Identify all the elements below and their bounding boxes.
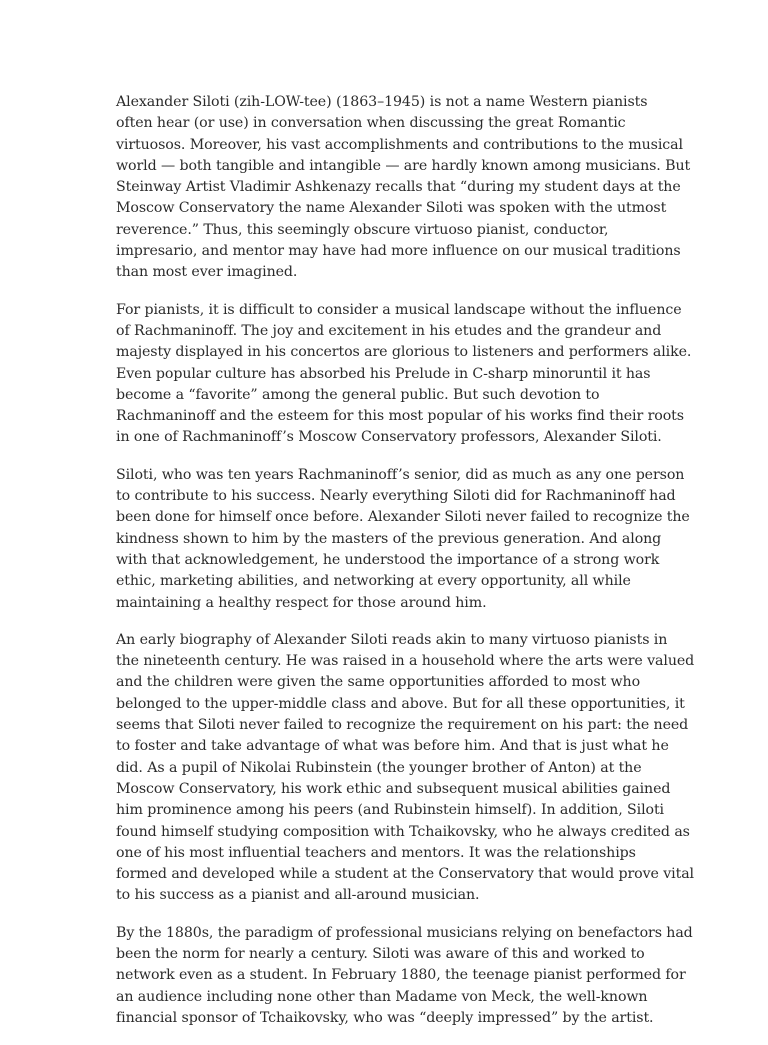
- text-line: with that acknowledgement, he understood the importance of a strong work: [116, 551, 660, 568]
- text-line: did. As a pupil of Nikolai Rubinstein (the younger brother of Anton) at the: [116, 759, 642, 776]
- text-line: been done for himself once before. Alexander Siloti never failed to recognize the: [116, 509, 690, 526]
- paragraph-2: [116, 300, 692, 449]
- text-line: financial sponsor of Tchaikovsky, who was “deeply impressed” by the artist.: [116, 1009, 654, 1026]
- text-line: Rachmaninoff and the esteem for this most popular of his works find their roots: [116, 408, 684, 425]
- paragraph-4: [116, 630, 695, 907]
- text-line: and the children were given the same opportunities afforded to most who: [116, 674, 641, 691]
- text-line: Siloti, who was ten years Rachmaninoff’s senior, did as much as any one person: [116, 466, 685, 483]
- text-line: often hear (or use) in conversation when discussing the great Romantic: [116, 115, 626, 132]
- text-line: impresario, and mentor may have had more influence on our musical traditions: [116, 243, 681, 260]
- text-line: kindness shown to him by the masters of the previous generation. And along: [116, 530, 662, 547]
- text-line: belonged to the upper-middle class and above. But for all these opportunities, it: [116, 695, 685, 712]
- text-line: than most ever imagined.: [116, 264, 298, 281]
- paragraph-5: [116, 923, 693, 1029]
- paragraph-1: [116, 92, 691, 284]
- text-line: Even popular culture has absorbed his Prelude in C-sharp minoruntil it has: [116, 365, 651, 382]
- text-line: to his success as a pianist and all-around musician.: [116, 887, 480, 904]
- text-line: An early biography of Alexander Siloti reads akin to many virtuoso pianists in: [116, 631, 668, 648]
- text-line: For pianists, it is difficult to consider a musical landscape without the influence: [116, 301, 682, 318]
- text-line: to foster and take advantage of what was before him. And that is just what he: [116, 738, 669, 755]
- text-line: reverence.” Thus, this seemingly obscure virtuoso pianist, conductor,: [116, 221, 609, 238]
- text-line: the nineteenth century. He was raised in a household where the arts were valued: [116, 653, 695, 670]
- text-line: world — both tangible and intangible — are hardly known among musicians. But: [116, 157, 691, 174]
- text-line: Moscow Conservatory the name Alexander Siloti was spoken with the utmost: [116, 200, 667, 217]
- text-line: one of his most influential teachers and mentors. It was the relationships: [116, 844, 636, 861]
- text-line: found himself studying composition with Tchaikovsky, who he always credited as: [116, 823, 690, 840]
- paragraph-3: [116, 465, 690, 614]
- text-line: Moscow Conservatory, his work ethic and subsequent musical abilities gained: [116, 780, 671, 797]
- text-line: virtuosos. Moreover, his vast accomplishments and contributions to the musical: [116, 136, 683, 153]
- text-line: ethic, marketing abilities, and networking at every opportunity, all while: [116, 573, 631, 590]
- text-line: formed and developed while a student at the Conservatory that would prove vital: [116, 866, 694, 883]
- text-line: in one of Rachmaninoff’s Moscow Conservatory professors, Alexander Siloti.: [116, 429, 662, 446]
- text-line: been the norm for nearly a century. Siloti was aware of this and worked to: [116, 945, 645, 962]
- text-line: of Rachmaninoff. The joy and excitement in his etudes and the grandeur and: [116, 322, 662, 339]
- text-line: By the 1880s, the paradigm of professional musicians relying on benefactors had: [116, 924, 693, 941]
- text-line: become a “favorite” among the general public. But such devotion to: [116, 386, 600, 403]
- text-line: to contribute to his success. Nearly everything Siloti did for Rachmaninoff had: [116, 488, 676, 505]
- text-line: majesty displayed in his concertos are glorious to listeners and performers alike.: [116, 344, 692, 361]
- text-line: Alexander Siloti (zih-LOW-tee) (1863–1945) is not a name Western pianists: [116, 94, 648, 110]
- text-line: maintaining a healthy respect for those around him.: [116, 594, 487, 611]
- text-line: seems that Siloti never failed to recognize the requirement on his part: the need: [116, 717, 689, 734]
- document-body: [116, 92, 695, 1045]
- text-line: Steinway Artist Vladimir Ashkenazy recalls that “during my student days at the: [116, 179, 681, 196]
- text-line: an audience including none other than Madame von Meck, the well-known: [116, 988, 648, 1005]
- text-line: him prominence among his peers (and Rubinstein himself). In addition, Siloti: [116, 802, 664, 819]
- text-line: network even as a student. In February 1880, the teenage pianist performed for: [116, 967, 686, 984]
